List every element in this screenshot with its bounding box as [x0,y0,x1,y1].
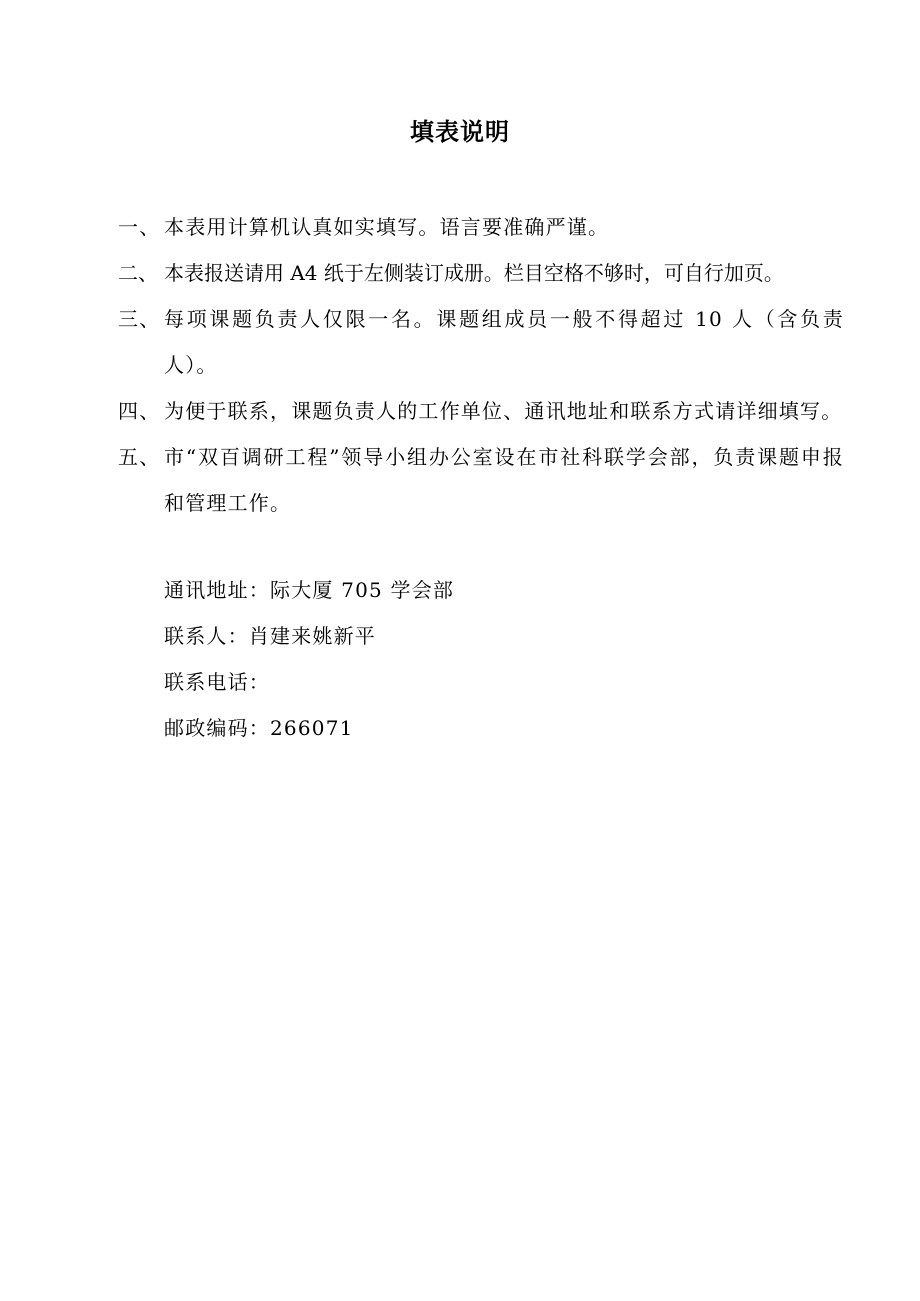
item-text: 市“双百调研工程”领导小组办公室设在市社科联学会部，负责课题申报和管理工作。 [164,445,844,515]
contact-postcode: 邮政编码：266071 [164,716,354,740]
item-text: 本表用计算机认真如实填写。语言要准确严谨。 [164,215,610,239]
item-number: 四、 [118,399,161,423]
instruction-item-5 [118,434,844,526]
instruction-item-2 [118,250,844,296]
item-number: 三、 [118,307,161,331]
contact-info [164,567,844,751]
item-number: 一、 [118,215,161,239]
page-title: 填表说明 [410,118,510,146]
instruction-item-3 [118,296,844,388]
contact-person: 联系人：肖建来姚新平 [164,624,376,648]
item-number: 五、 [118,445,161,469]
item-text: 为便于联系，课题负责人的工作单位、通讯地址和联系方式请详细填写。 [164,399,843,423]
instruction-item-1 [118,204,844,250]
item-number: 二、 [118,261,158,285]
contact-phone: 联系电话： [164,670,270,694]
instructions-list [118,204,844,526]
contact-address: 通讯地址：际大厦 705 学会部 [164,578,455,602]
instruction-item-4 [118,388,844,434]
item-text: 每项课题负责人仅限一名。课题组成员一般不得超过 10 人（含负责人）。 [164,307,844,377]
item-text: 本表报送请用 A4 纸于左侧装订成册。栏目空格不够时，可自行加页。 [164,261,784,285]
